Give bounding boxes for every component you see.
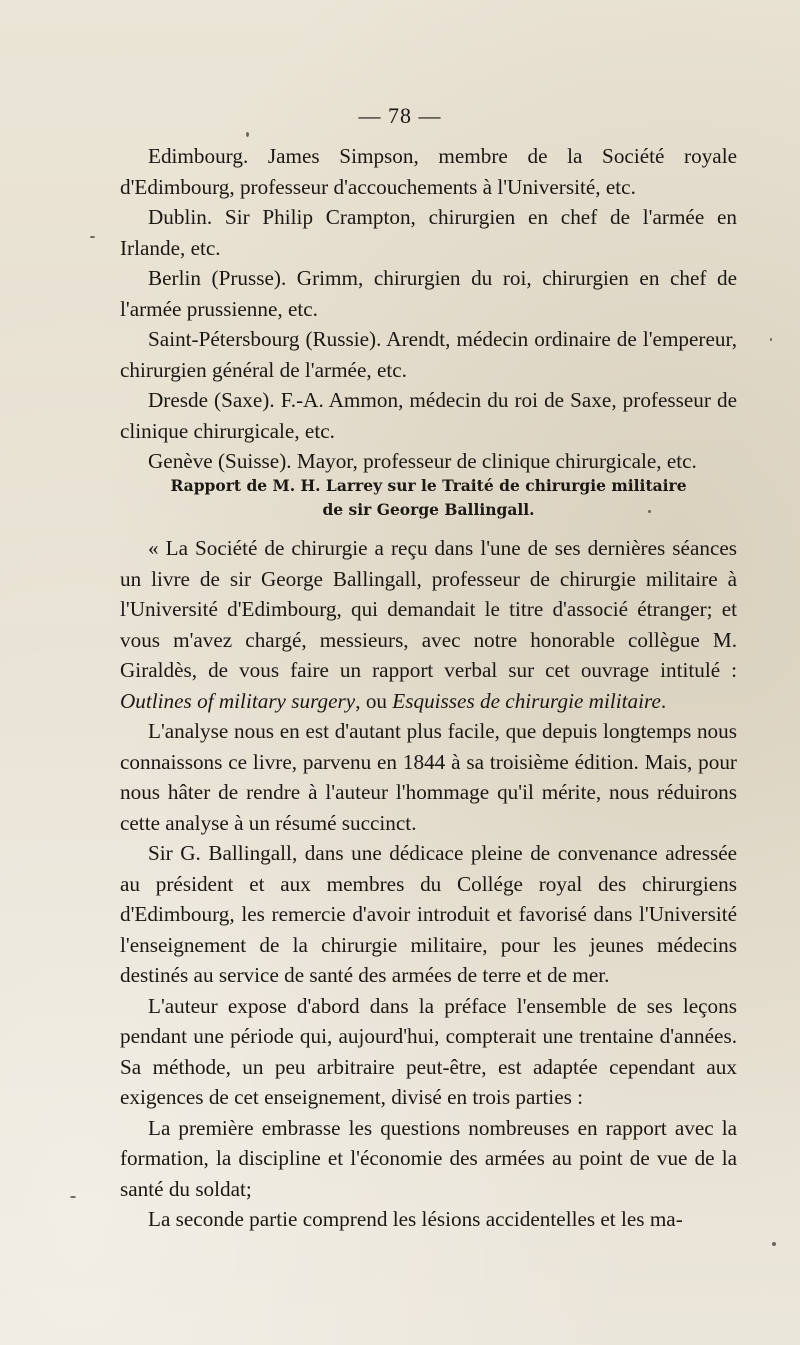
body-paragraph-1-end: .	[660, 688, 667, 713]
entry-dresde: Dresde (Saxe). F.-A. Ammon, médecin du roi de Saxe, professeur de clinique chirurgicale, etc.	[120, 388, 737, 443]
body-paragraph-1	[120, 533, 737, 716]
body-paragraph-6: La seconde partie comprend les lésions accidentelles et les ma-	[148, 1207, 683, 1231]
book-title-french: Esquisses de chirurgie militaire	[392, 688, 661, 713]
body-paragraph-3: Sir G. Ballingall, dans une dédicace pleine de convenance adressée au président et aux membres du Collége royal des chirurgiens d'Edimbourg, les remercie d'avoir introduit et favorisé dans l'Université l'enseignement de la chirurgie militaire, pour les jeunes médecins destinés au service de santé des armées de terre et de mer.	[120, 841, 737, 987]
report-heading-line2: de sir George Ballingall.	[322, 500, 535, 519]
entry-edimbourg: Edimbourg. James Simpson, membre de la Société royale d'Edimbourg, professeur d'accouchements à l'Université, etc.	[120, 144, 737, 199]
members-list	[120, 141, 737, 477]
body-paragraph-4: L'auteur expose d'abord dans la préface l'ensemble de ses leçons pendant une période qui, aujourd'hui, compterait une trentaine d'années. Sa méthode, un peu arbitraire peut-être, est adaptée cependant aux exigences de cet enseignement, divisé en trois parties :	[120, 993, 737, 1109]
report-heading-line1: Rapport de M. H. Larrey sur le Traité de chirurgie militaire	[170, 476, 687, 495]
report-heading	[120, 474, 737, 522]
report-body	[120, 533, 737, 1235]
paper-speck	[70, 1196, 76, 1198]
entry-dublin: Dublin. Sir Philip Crampton, chirurgien en chef de l'armée en Irlande, etc.	[120, 205, 737, 260]
body-paragraph-2: L'analyse nous en est d'autant plus facile, que depuis longtemps nous connaissons ce livre, parvenu en 1844 à sa troisième édition. Mais, pour nous hâter de rendre à l'auteur l'hommage qu'il mérite, nous réduirons cette analyse à un résumé succinct.	[120, 719, 737, 835]
paper-speck	[246, 132, 249, 137]
book-title-english: Outlines of military surgery	[120, 688, 356, 713]
body-paragraph-1-text: « La Société de chirurgie a reçu dans l'une de ses dernières séances un livre de sir George Ballingall, professeur de chirurgie militaire à l'Université d'Edimbourg, qui demandait le titre d'associé étranger; et vous m'avez chargé, messieurs, avec notre honorable collègue M. Giraldès, de vous faire un rapport verbal sur cet ouvrage intitulé :	[120, 536, 737, 682]
paper-speck	[772, 1242, 776, 1246]
paper-speck	[770, 338, 772, 341]
page-number: — 78 —	[358, 103, 442, 128]
body-paragraph-1-or: , ou	[355, 688, 387, 713]
entry-geneve: Genève (Suisse). Mayor, professeur de clinique chirurgicale, etc.	[148, 449, 697, 473]
body-paragraph-5: La première embrasse les questions nombreuses en rapport avec la formation, la discipline et l'économie des armées au point de vue de la santé du soldat;	[120, 1115, 737, 1201]
paper-speck	[90, 236, 95, 238]
paper-speck	[648, 510, 651, 513]
entry-saint-petersbourg: Saint-Pétersbourg (Russie). Arendt, médecin ordinaire de l'empereur, chirurgien général de l'armée, etc.	[120, 327, 737, 382]
entry-berlin: Berlin (Prusse). Grimm, chirurgien du roi, chirurgien en chef de l'armée prussienne, etc.	[120, 266, 737, 321]
